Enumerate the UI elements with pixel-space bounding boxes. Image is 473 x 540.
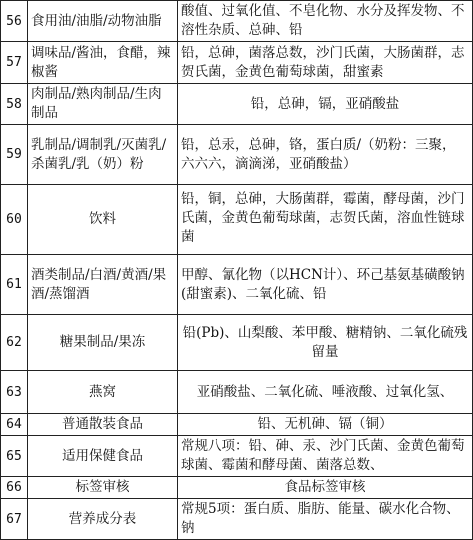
product-category: 饮料 xyxy=(28,185,178,255)
test-items: 铅，总砷，菌落总数，沙门氏菌，大肠菌群，志贺氏菌，金黄色葡萄球菌，甜蜜素 xyxy=(178,42,473,84)
test-items: 常规八项：铅、砷、汞、沙门氏菌、金黄色葡萄球菌、霉菌和酵母菌、菌落总数、 xyxy=(181,438,465,473)
row-number: 62 xyxy=(1,315,28,371)
test-items: 铅，铜，总砷，大肠菌群，霉菌，酵母菌，沙门氏菌，金黄色葡萄球菌，志贺氏菌，溶血性链球菌 xyxy=(181,190,465,245)
product-category: 燕窝 xyxy=(28,371,178,414)
table-row xyxy=(1,84,473,125)
product-category: 糖果制品/果冻 xyxy=(28,315,178,371)
row-number: 56 xyxy=(1,1,28,42)
row-number: 67 xyxy=(1,499,28,540)
test-items: 食品标签审核 xyxy=(178,477,473,499)
table-row xyxy=(1,499,473,540)
row-number: 59 xyxy=(1,125,28,185)
test-items-cell xyxy=(178,436,473,477)
table-row xyxy=(1,42,473,84)
table-row xyxy=(1,371,473,414)
product-category: 调味品/酱油，食醋，辣椒酱 xyxy=(28,42,178,84)
row-number: 66 xyxy=(1,477,28,499)
row-number: 60 xyxy=(1,185,28,255)
row-number: 63 xyxy=(1,371,28,414)
test-items: 亚硝酸盐、二氧化硫、唾液酸、过氧化氢、 xyxy=(196,383,454,400)
product-category: 适用保健食品 xyxy=(28,436,178,477)
product-category: 营养成分表 xyxy=(28,499,178,540)
row-number: 57 xyxy=(1,42,28,84)
row-number: 64 xyxy=(1,414,28,436)
table-row xyxy=(1,255,473,315)
test-items: 铅，总汞，总砷，铬，蛋白质/（奶粉：三聚，六六六，滴滴涕，亚硝酸盐） xyxy=(178,125,473,185)
product-category: 普通散装食品 xyxy=(28,414,178,436)
test-items: 常规5项：蛋白质、脂肪、能量、碳水化合物、钠 xyxy=(178,499,473,540)
test-items: 铅，总砷，镉，亚硝酸盐 xyxy=(178,84,473,125)
product-category: 标签审核 xyxy=(28,477,178,499)
table-row xyxy=(1,414,473,436)
row-number: 65 xyxy=(1,436,28,477)
table-row xyxy=(1,1,473,42)
test-items-cell xyxy=(178,185,473,255)
row-number: 58 xyxy=(1,84,28,125)
product-category: 肉制品/熟肉制品/生肉制品 xyxy=(28,84,178,125)
product-category: 酒类制品/白酒/黄酒/果酒/蒸馏酒 xyxy=(28,255,178,315)
test-items: 铅(Pb)、山梨酸、苯甲酸、糖精钠、二氧化硫残留量 xyxy=(178,315,473,371)
test-items: 铅、无机砷、镉（铜） xyxy=(178,414,473,436)
table-row xyxy=(1,315,473,371)
table-row xyxy=(1,185,473,255)
table-row xyxy=(1,125,473,185)
product-category: 食用油/油脂/动物油脂 xyxy=(28,1,178,42)
test-items: 酸值、过氧化值、不皂化物、水分及挥发物、不溶性杂质、总砷、铅 xyxy=(178,1,473,42)
product-category: 乳制品/调制乳/灭菌乳/杀菌乳/乳（奶）粉 xyxy=(28,125,178,185)
table-row xyxy=(1,477,473,499)
test-items: 甲醇、氰化物（以HCN计）、环己基氨基磺酸钠(甜蜜素)、二氧化硫、铅 xyxy=(178,255,473,315)
test-items-cell xyxy=(178,371,473,414)
row-number: 61 xyxy=(1,255,28,315)
table-row xyxy=(1,436,473,477)
